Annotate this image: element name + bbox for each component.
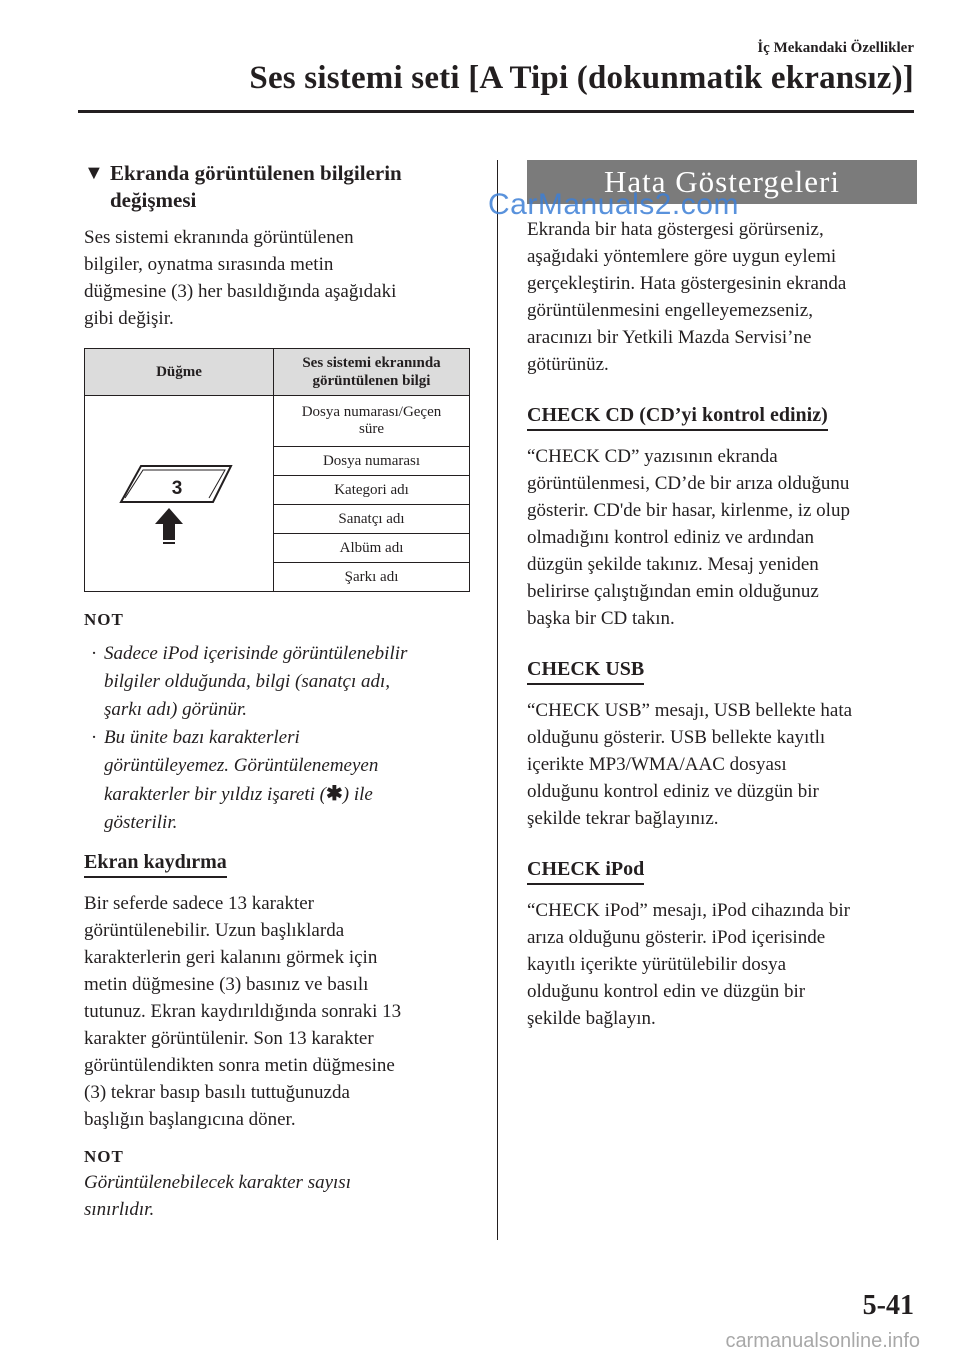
intro-paragraph (84, 224, 472, 332)
left-column (84, 160, 472, 1235)
info-file-number: Dosya numarası (274, 447, 470, 476)
check-cd-paragraph (527, 443, 917, 632)
info-line: süre (359, 421, 384, 437)
check-ipod-paragraph (527, 897, 917, 1032)
bullet-line: karakterler bir yıldız işareti ( (104, 784, 326, 805)
cd-line: görüntülenmesi, CD’de bir arıza olduğunu (527, 473, 850, 494)
scroll-line: karakter görüntülenir. Son 13 karakter (84, 1028, 374, 1049)
ipod-line: olduğunu kontrol edin ve düzgün bir (527, 981, 806, 1002)
intro-line: aracınızı bir Yetkili Mazda Servisi’ne (527, 327, 812, 348)
display-info-table (84, 348, 470, 592)
col-header-button: Düğme (85, 349, 274, 396)
watermark-top: CarManuals2.com (488, 188, 739, 221)
bullet-dot-icon: · (90, 643, 98, 664)
cd-line: gösterir. CD'de bir hasar, kirlenme, iz olup (527, 500, 850, 521)
text-button-3-icon (85, 436, 273, 546)
button-number: 3 (171, 478, 183, 499)
check-ipod-heading: CHECK iPod (527, 858, 644, 885)
col-header-display (274, 349, 470, 396)
bullet-line: bilgiler olduğunda, bilgi (sanatçı adı, (104, 671, 391, 692)
cd-line: “CHECK CD” yazısının ekranda (527, 446, 778, 467)
cd-line: başka bir CD takın. (527, 608, 675, 629)
intro-line: görüntülenmesini engelleyemezseniz, (527, 300, 813, 321)
watermark-bottom: carmanualsonline.info (725, 1330, 920, 1352)
intro-line: Ses sistemi ekranında görüntülenen (84, 227, 354, 248)
error-indicators-banner: Hata Göstergeleri (527, 160, 917, 204)
usb-line: “CHECK USB” mesajı, USB bellekte hata (527, 700, 853, 721)
page-title: Ses sistemi seti [A Tipi (dokunmatik ekransız)] (249, 60, 914, 96)
header-line: görüntülenen bilgi (312, 373, 431, 389)
intro-line: düğmesine (3) her basıldığında aşağıdaki (84, 281, 397, 302)
check-usb-paragraph (527, 697, 917, 832)
bullet-dot-icon: · (90, 727, 98, 748)
note2-line: sınırlıdır. (84, 1199, 155, 1220)
scroll-paragraph (84, 890, 472, 1133)
ipod-line: şekilde bağlayın. (527, 1008, 656, 1029)
note-label: NOT (84, 610, 124, 629)
ipod-line: kayıtlı içerikte yürütülebilir dosya (527, 954, 787, 975)
info-song: Şarkı adı (274, 563, 470, 592)
section-heading (84, 160, 472, 214)
triangle-down-icon: ▼ (84, 162, 104, 184)
scroll-line: görüntülenebilir. Uzun başlıklarda (84, 920, 345, 941)
right-column (527, 160, 917, 1044)
header-line: Ses sistemi ekranında (302, 355, 441, 371)
bullet-line: ) ile (342, 784, 373, 805)
scroll-line: görüntülendikten sonra metin düğmesine (84, 1055, 395, 1076)
table-row (85, 396, 470, 447)
check-usb-heading: CHECK USB (527, 658, 644, 685)
note-label: NOT (84, 1147, 124, 1166)
bullet-line: Bu ünite bazı karakterleri (104, 727, 300, 748)
intro-line: gerçekleştirin. Hata göstergesinin ekranda (527, 273, 847, 294)
scroll-heading: Ekran kaydırma (84, 851, 227, 878)
cd-line: olmadığını kontrol ediniz ve ardından (527, 527, 815, 548)
note-bullet-text (104, 724, 378, 837)
button-illustration-cell (85, 396, 274, 592)
note-bullet (84, 640, 472, 724)
usb-line: içerikte MP3/WMA/AAC dosyası (527, 754, 787, 775)
info-artist: Sanatçı adı (274, 505, 470, 534)
note-bullet-text (104, 640, 407, 724)
info-file-number-elapsed (274, 396, 470, 447)
scroll-line: (3) tekrar basıp basılı tuttuğunuzda (84, 1082, 350, 1103)
intro-line: Ekranda bir hata göstergesi görürseniz, (527, 219, 824, 240)
bullet-line: Sadece iPod içerisinde görüntülenebilir (104, 643, 408, 664)
ipod-line: arıza olduğunu gösterir. iPod içerisinde (527, 927, 826, 948)
info-album: Albüm adı (274, 534, 470, 563)
column-divider (497, 160, 498, 1240)
cd-line: belirirse çalıştığından emin olduğunuz (527, 581, 819, 602)
note-bullet (84, 724, 472, 837)
asterisk-star-icon: ✱ (326, 783, 343, 805)
cd-line: düzgün şekilde takınız. Mesaj yeniden (527, 554, 819, 575)
intro-line: aşağıdaki yöntemlere göre uygun eylemi (527, 246, 837, 267)
info-line: Dosya numarası/Geçen (301, 404, 442, 420)
note2-paragraph (84, 1169, 472, 1223)
errors-intro-paragraph (527, 216, 917, 378)
header-subtitle: İç Mekandaki Özellikler (757, 40, 914, 56)
note2-line: Görüntülenebilecek karakter sayısı (84, 1172, 351, 1193)
scroll-line: Bir seferde sadece 13 karakter (84, 893, 314, 914)
page-number: 5-41 (862, 1290, 914, 1321)
bullet-line: gösterilir. (104, 812, 178, 833)
usb-line: olduğunu gösterir. USB bellekte kayıtlı (527, 727, 826, 748)
usb-line: şekilde tekrar bağlayınız. (527, 808, 719, 829)
ipod-line: “CHECK iPod” mesajı, iPod cihazında bir (527, 900, 850, 921)
header-rule (78, 110, 914, 113)
bullet-line: şarkı adı) görünür. (104, 699, 248, 720)
table-header-row (85, 349, 470, 396)
intro-line: bilgiler, oynatma sırasında metin (84, 254, 334, 275)
scroll-line: karakterlerin geri kalanını görmek için (84, 947, 378, 968)
usb-line: olduğunu kontrol ediniz ve düzgün bir (527, 781, 819, 802)
intro-line: gibi değişir. (84, 308, 174, 329)
check-cd-heading: CHECK CD (CD’yi kontrol ediniz) (527, 404, 828, 431)
scroll-line: başlığın başlangıcına döner. (84, 1109, 296, 1130)
info-category: Kategori adı (274, 476, 470, 505)
bullet-line: görüntüleyemez. Görüntülenemeyen (104, 755, 379, 776)
scroll-line: metin düğmesine (3) basınız ve basılı (84, 974, 369, 995)
intro-line: götürünüz. (527, 354, 609, 375)
scroll-line: tutunuz. Ekran kaydırıldığında sonraki 13 (84, 1001, 402, 1022)
section-heading-text: Ekranda görüntülenen bilgilerin değişmesi (110, 161, 402, 212)
